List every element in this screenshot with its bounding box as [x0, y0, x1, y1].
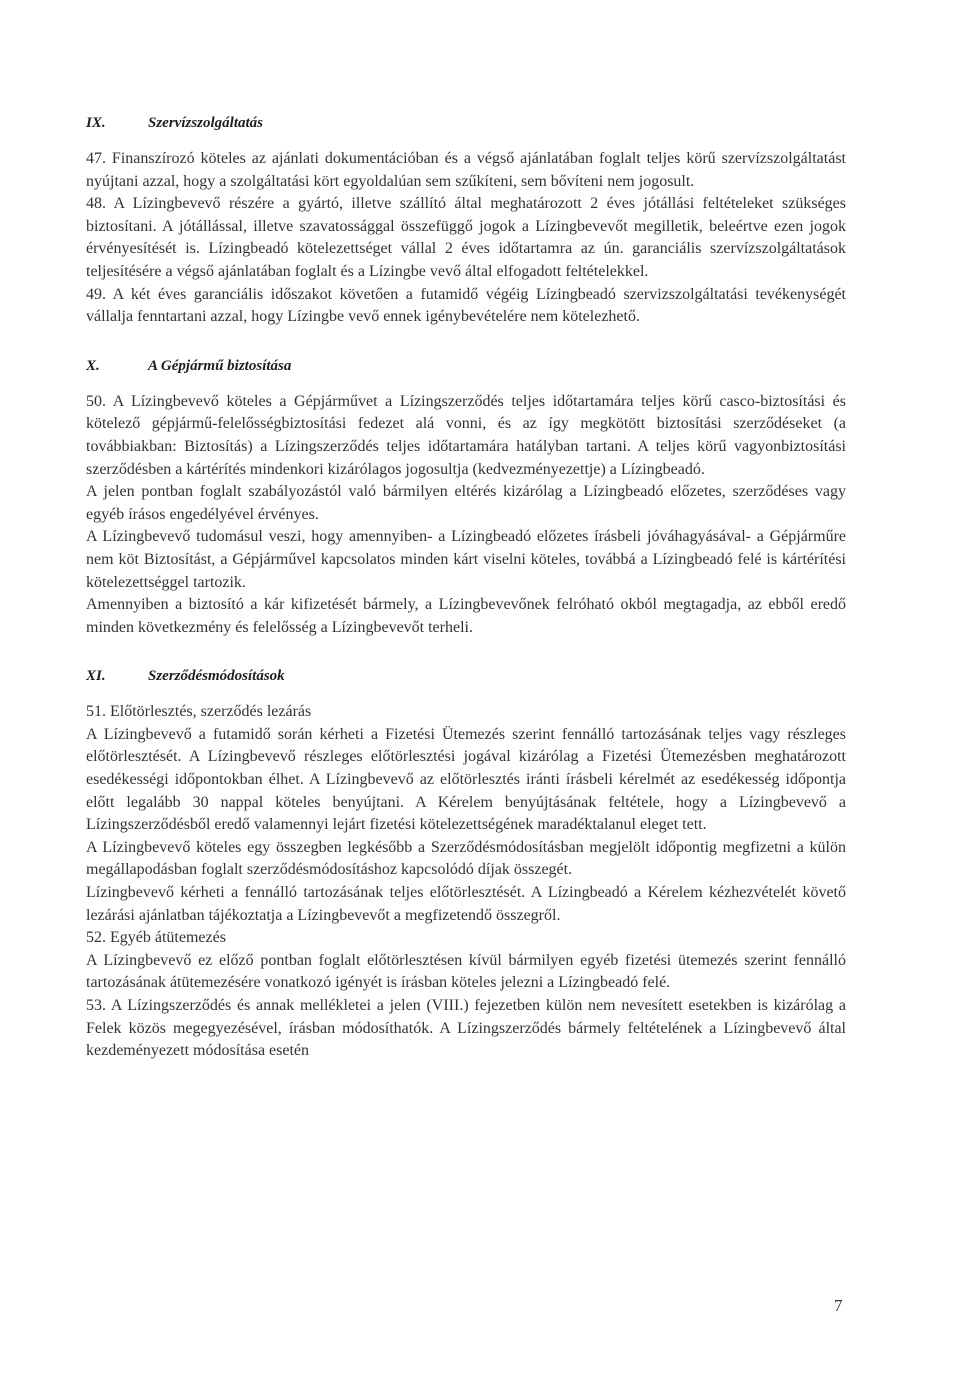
section-title: Szerződésmódosítások — [148, 668, 285, 685]
section-number: X. — [86, 357, 100, 374]
page-number: 7 — [834, 1296, 843, 1315]
section-title: A Gépjármű biztosítása — [148, 357, 292, 374]
paragraph-50-no-insurance: A Lízingbevevő tudomásul veszi, hogy amennyiben- a Lízingbeadó előzetes írásbeli jóváhagyásával- a Gépjárműre nem köt Biztosítást, a Gépjárművel kapcsolatos minden kárt viselni köteles, továbbá a Lízingbeadó felé is kártérítési kötelezettséggel tartozik. — [86, 528, 846, 591]
paragraph-52-body: A Lízingbevevő ez előző pontban foglalt előtörlesztésen kívül bármilyen egyéb fizetési ütemezés szerint fennálló tartozásának átütemezésére vonatkozó igényét is írásban köteles jelezni a Lízingbeadó felé. — [86, 951, 846, 992]
paragraph-51-full-prepayment: Lízingbevevő kérheti a fennálló tartozásának teljes előtörlesztését. A Lízingbeadó a Kérelem kézhezvételét követő lezárási ajánlatban tájékoztatja a Lízingbevevőt a megfizetendő összegről. — [86, 884, 846, 924]
paragraph-50-refusal: Amennyiben a biztosító a kár kifizetését bármely, a Lízingbevevőnek felróható okból megtagadja, az ebből eredő minden következmény és felelősség a Lízingbevevőt terheli. — [86, 596, 846, 636]
paragraph-53: 53. A Lízingszerződés és annak mellékletei a jelen (VIII.) fejezetben külön nem nevesített esetekben is kizárólag a Felek közös megegyezésével, írásban módosíthatók. A Lízingszerződés bármely feltételének a Lízingbevevő által kezdeményezett módosítása esetén — [86, 997, 846, 1060]
paragraph-48: 48. A Lízingbevevő részére a gyártó, illetve szállító által meghatározott 2 éves jótállási feltételeket szükséges biztosítani. A jótállással, illetve szavatossággal összefüggő jogok a Lízingbevevőt megilletik, beleértve ezen jogok érvényesítését is. Lízingbeadó kötelezettséget vállal 2 éves időtartamra az ún. garanciális szervízszolgáltatások teljesítésére a végső ajánlatában foglalt és a Lízingbe vevő által elfogadott feltételekkel. — [86, 195, 846, 280]
paragraph-51-fees: A Lízingbevevő köteles egy összegben legkésőbb a Szerződésmódosításban megjelölt időpontig megfizetni a külön megállapodásban foglalt szerződésmódosításhoz kapcsolódó díjak összegét. — [86, 838, 846, 879]
document-page — [86, 112, 846, 1063]
section-number: IX. — [86, 115, 106, 131]
paragraph-51-title: 51. Előtörlesztés, szerződés lezárás — [86, 703, 312, 721]
paragraph-47: 47. Finanszírozó köteles az ajánlati dokumentációban és a végső ajánlatában foglalt teljes körű szervízszolgáltatást nyújtani azzal, hogy a szolgáltatási kört egyoldalúan sem szűkíteni, sem bővíteni nem jogosult. — [86, 150, 846, 190]
section-heading-ix — [86, 112, 846, 134]
section-heading-xi — [86, 665, 846, 687]
section-title: Szervízszolgáltatás — [148, 115, 264, 131]
paragraph-50-deviation: A jelen pontban foglalt szabályozástól való bármilyen eltérés kizárólag a Lízingbeadó előzetes, szerződéses vagy egyéb írásos engedélyével érvényes. — [86, 483, 846, 523]
paragraph-50: 50. A Lízingbevevő köteles a Gépjárművet a Lízingszerződés teljes időtartamára teljes körű casco-biztosítási és kötelező gépjármű-felelősségbiztosítási fedezet alá vonni, és az így megkötött biztosítási szerződéseket (a továbbiakban: Biztosítás) a Lízingszerződés teljes időtartamára hatályban tartani. A teljes körű vagyonbiztosítási szerződésben a kártérítés mindenkori kizárólagos jogosultja (kedvezményezettje) a Lízingbeadó. — [86, 392, 846, 478]
paragraph-52-title: 52. Egyéb átütemezés — [86, 929, 226, 947]
section-number: XI. — [86, 668, 106, 685]
paragraph-49: 49. A két éves garanciális időszakot követően a futamidő végéig Lízingbeadó szervizszolgáltatási tevékenységét vállalja fenntartani azzal, hogy Lízingbe vevő ennek igénybevételére nem kötelezhető. — [86, 285, 846, 326]
section-heading-x — [86, 355, 846, 377]
paragraph-51-prepayment: A Lízingbevevő a futamidő során kérheti a Fizetési Ütemezés szerint fennálló tartozásának teljes vagy részleges előtörlesztését. A Lízingbevevő részleges előtörlesztési jogával kizárólag a Fizetési Ütemezésben meghatározott esedékességi időpontokban élhet. A Lízingbevevő az előtörlesztés iránti írásbeli kérelmét az esedékesség időpontja előtt legalább 30 nappal köteles benyújtani. A Kérelem benyújtásának feltétele, hogy a Lízingbevevő a Lízingszerződésből eredő valamennyi lejárt fizetési kötelezettségének maradéktalanul eleget tett. — [86, 725, 846, 834]
